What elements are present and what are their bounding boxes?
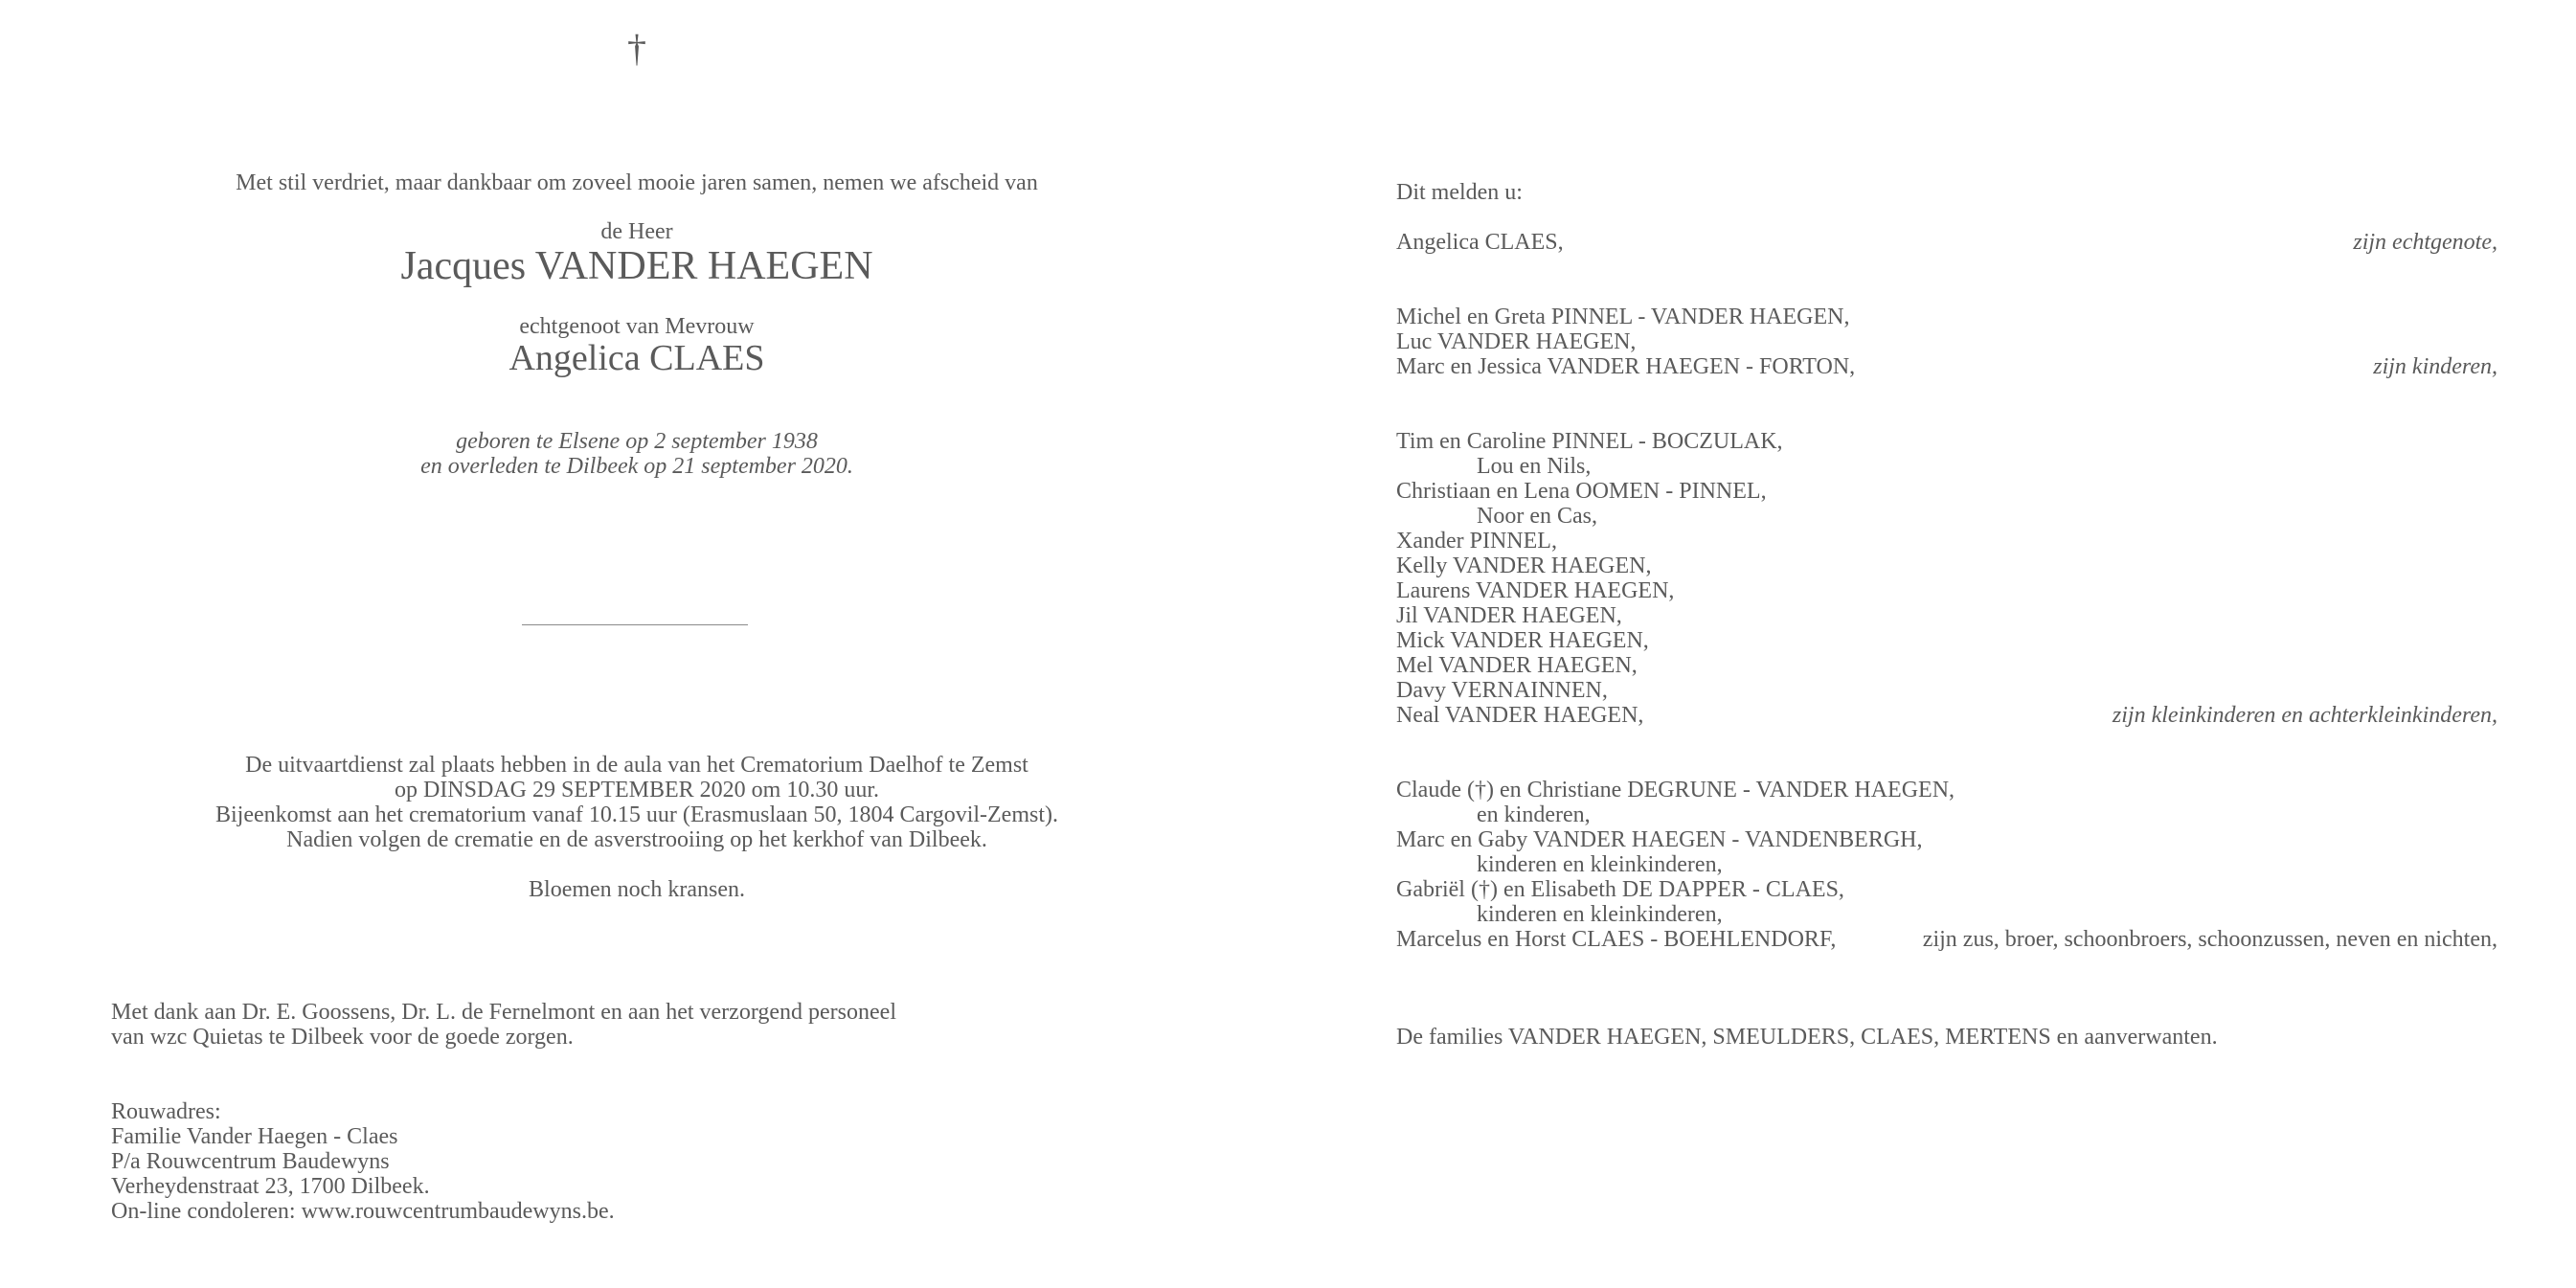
intro-text: Met stil verdriet, maar dankbaar om zoveel mooie jaren samen, nemen we afscheid van [236,170,1038,195]
list-item: Christiaan en Lena OOMEN - PINNEL, [1396,479,1767,504]
deceased-name: Jacques VANDER HAEGEN [400,244,873,288]
address-line: On-line condoleren: www.rouwcentrumbaudewyns.be. [111,1199,615,1224]
birth-line: geboren te Elsene op 2 september 1938 [456,429,818,454]
spouse-intro: echtgenoot van Mevrouw [519,314,755,339]
cross-icon: † [627,27,646,70]
list-item: Gabriël (†) en Elisabeth DE DAPPER - CLAES, [1396,877,1844,902]
right-page [1396,0,2497,1288]
service-line-3: Bijeenkomst aan het crematorium vanaf 10.15 uur (Erasmuslaan 50, 1804 Cargovil-Zemst). [215,802,1058,827]
list-item: Claude (†) en Christiane DEGRUNE - VANDER HAEGEN, [1396,778,1955,802]
list-item: Lou en Nils, [1477,454,1592,479]
list-item: Angelica CLAES, zijn echtgenote, [1396,230,2497,255]
relation-label: zijn echtgenote, [2353,230,2497,255]
list-item: Mel VANDER HAEGEN, [1396,653,1638,678]
thanks-block [111,1000,896,1050]
spouse-group [1396,230,2497,255]
list-item: Luc VANDER HAEGEN, [1396,329,1637,354]
list-item: Marcelus en Horst CLAES - BOEHLENDORF, zijn zus, broer, schoonbroers, schoonzussen, neven en nichten, [1396,927,2497,952]
list-item: Xander PINNEL, [1396,529,1557,554]
list-item: Marc en Jessica VANDER HAEGEN - FORTON, zijn kinderen, [1396,354,2497,379]
service-line-2: op DINSDAG 29 SEPTEMBER 2020 om 10.30 uur. [394,778,880,802]
list-item: Michel en Greta PINNEL - VANDER HAEGEN, [1396,305,1850,329]
address-line: P/a Rouwcentrum Baudewyns [111,1149,390,1174]
thanks-line: van wzc Quietas te Dilbeek voor de goede zorgen. [111,1025,574,1050]
list-item: Tim en Caroline PINNEL - BOCZULAK, [1396,429,1783,454]
list-item: Laurens VANDER HAEGEN, [1396,578,1675,603]
address-line: Rouwadres: [111,1099,221,1124]
list-item: Davy VERNAINNEN, [1396,678,1608,703]
death-line: en overleden te Dilbeek op 21 september 2020. [420,454,853,479]
announce-line: Dit melden u: [1396,180,1523,205]
service-line-1: De uitvaartdienst zal plaats hebben in de aula van het Crematorium Daelhof te Zemst [245,753,1028,778]
list-item: en kinderen, [1477,802,1591,827]
list-item: Kelly VANDER HAEGEN, [1396,554,1652,578]
children-group [1396,305,2497,379]
address-line: Verheydenstraat 23, 1700 Dilbeek. [111,1174,430,1199]
relation-label: zijn zus, broer, schoonbroers, schoonzussen, neven en nichten, [1922,927,2497,952]
address-line: Familie Vander Haegen - Claes [111,1124,398,1149]
families-group [1396,1025,2497,1050]
list-item: kinderen en kleinkinderen, [1477,902,1723,927]
service-line-4: Nadien volgen de crematie en de asverstrooiing op het kerkhof van Dilbeek. [286,827,987,852]
siblings-group [1396,778,2497,952]
list-item: Marc en Gaby VANDER HAEGEN - VANDENBERGH, [1396,827,1923,852]
families-line: De families VANDER HAEGEN, SMEULDERS, CLAES, MERTENS en aanverwanten. [1396,1025,2218,1050]
relation-label: zijn kinderen, [2373,354,2497,379]
list-item: Noor en Cas, [1477,504,1597,529]
honorific: de Heer [600,219,673,244]
list-item: Mick VANDER HAEGEN, [1396,628,1649,653]
flowers-note: Bloemen noch kransen. [529,877,745,902]
grandchildren-group [1396,429,2497,728]
spouse-name: Angelica CLAES [508,338,765,378]
thanks-line: Met dank aan Dr. E. Goossens, Dr. L. de Fernelmont en aan het verzorgend personeel [111,1000,896,1025]
list-item: Jil VANDER HAEGEN, [1396,603,1622,628]
list-item: Neal VANDER HAEGEN, zijn kleinkinderen en achterkleinkinderen, [1396,703,2497,728]
left-page [0,0,1274,1288]
divider-line [522,624,748,625]
list-item: kinderen en kleinkinderen, [1477,852,1723,877]
relation-label: zijn kleinkinderen en achterkleinkinderen, [2112,703,2497,728]
address-block [111,1099,615,1224]
